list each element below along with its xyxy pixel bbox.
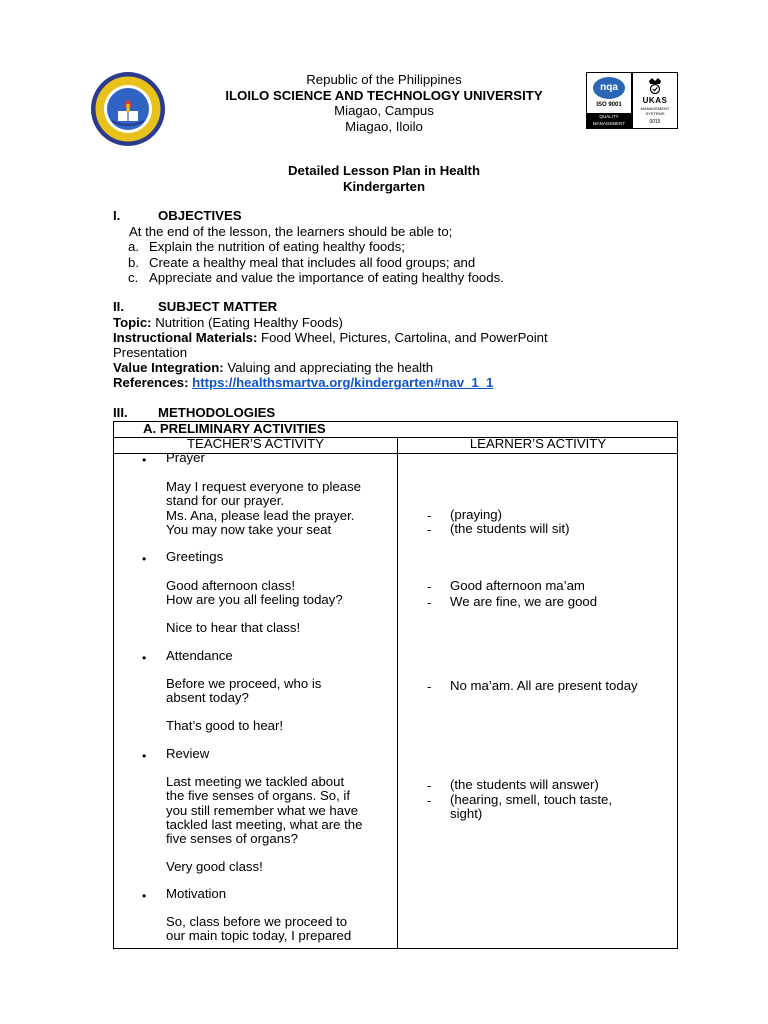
ukas-certification-logo (632, 72, 678, 129)
bullet-icon: • (142, 552, 147, 566)
teacher-review-line-6: Very good class! (166, 859, 263, 874)
dash-marker: - (427, 508, 432, 523)
materials-line (113, 330, 548, 345)
dash-marker: - (427, 522, 432, 537)
learner-column-header: LEARNER’S ACTIVITY (469, 436, 607, 451)
header-republic: Republic of the Philippines (306, 72, 462, 87)
header-campus: Miagao, Campus (334, 103, 434, 118)
materials-value-continued: Presentation (113, 345, 188, 360)
iso-label: ISO 9001 (596, 102, 622, 108)
teacher-motivation-line-1: So, class before we proceed to (166, 914, 348, 929)
teacher-prayer-line-4: You may now take your seat (166, 522, 332, 537)
teacher-motivation-line-2: our main topic today, I prepared (166, 928, 352, 943)
header-university-name: ILOILO SCIENCE AND TECHNOLOGY UNIVERSITY (225, 87, 543, 103)
learner-response-attendance: No ma’am. All are present today (450, 678, 638, 693)
learner-response-praying: (praying) (450, 507, 503, 522)
teacher-review-line-2: the five senses of organs. So, if (166, 788, 350, 803)
table-section-heading: A. PRELIMINARY ACTIVITIES (143, 421, 326, 436)
teacher-greetings-line-2: How are you all feeling today? (166, 592, 343, 607)
methodologies-heading: METHODOLOGIES (158, 405, 276, 420)
teacher-prayer-line-2: stand for our prayer. (166, 493, 285, 508)
dash-marker: - (427, 778, 432, 793)
value-integration-line (113, 360, 433, 375)
teacher-prayer-line-1: May I request everyone to please (166, 479, 361, 494)
preliminary-activities-table (113, 421, 678, 949)
teacher-column-header: TEACHER’S ACTIVITY (186, 436, 325, 451)
teacher-greetings-line-1: Good afternoon class! (166, 578, 296, 593)
teacher-prayer-heading: Prayer (166, 450, 205, 465)
subject-heading: SUBJECT MATTER (158, 299, 278, 314)
management-systems-label: MANAGEMENT SYSTEMS (640, 106, 670, 116)
learner-response-senses-1: (hearing, smell, touch taste, (450, 792, 612, 807)
bullet-icon: • (142, 651, 147, 665)
nqa-badge: nqa (593, 77, 625, 99)
dash-marker: - (427, 793, 432, 808)
learner-response-senses-2: sight) (450, 806, 483, 821)
objective-b-text: Create a healthy meal that includes all food groups; and (149, 255, 476, 270)
teacher-review-line-1: Last meeting we tackled about (166, 774, 345, 789)
teacher-review-line-3: you still remember what we have (166, 803, 359, 818)
learner-response-feeling: We are fine, we are good (450, 594, 598, 609)
objectives-number: I. (113, 208, 121, 223)
teacher-greetings-line-3: Nice to hear that class! (166, 620, 301, 635)
column-divider (397, 437, 398, 948)
dash-marker: - (427, 595, 432, 610)
objective-a-label: a. (128, 239, 139, 254)
value-integration-label: Value Integration: (113, 360, 224, 375)
references-link[interactable]: https://healthsmartva.org/kindergarten#nav_1_1 (192, 375, 494, 390)
references-label: References: (113, 375, 189, 390)
university-seal-logo (90, 71, 166, 147)
learner-response-answer: (the students will answer) (450, 777, 599, 792)
learner-response-greeting: Good afternoon ma’am (450, 578, 585, 593)
ukas-label: UKAS (642, 96, 668, 105)
dash-marker: - (427, 579, 432, 594)
teacher-motivation-heading: Motivation (166, 886, 227, 901)
nqa-iso-certification-logo (586, 72, 632, 129)
topic-line (113, 315, 343, 330)
crown-check-icon (646, 76, 664, 94)
objectives-intro: At the end of the lesson, the learners should be able to; (129, 224, 453, 239)
value-integration-value: Valuing and appreciating the health (227, 360, 434, 375)
materials-value: Food Wheel, Pictures, Cartolina, and PowerPoint (261, 330, 548, 345)
subject-number: II. (113, 299, 124, 314)
bullet-icon: • (142, 749, 147, 763)
ukas-code: 0015 (649, 119, 661, 125)
topic-label: Topic: (113, 315, 152, 330)
lesson-plan-title: Detailed Lesson Plan in Health (288, 163, 480, 178)
bullet-icon: • (142, 453, 147, 467)
header-location: Miagao, Iloilo (345, 118, 423, 134)
objective-a-text: Explain the nutrition of eating healthy foods; (149, 239, 405, 254)
bullet-icon: • (142, 889, 147, 903)
teacher-greetings-heading: Greetings (166, 549, 224, 564)
teacher-attendance-line-1: Before we proceed, who is (166, 676, 322, 691)
objective-c-text: Appreciate and value the importance of eating healthy foods. (149, 270, 504, 285)
topic-value: Nutrition (Eating Healthy Foods) (155, 315, 343, 330)
objectives-heading: OBJECTIVES (158, 208, 242, 223)
teacher-attendance-heading: Attendance (166, 648, 233, 663)
teacher-prayer-line-3: Ms. Ana, please lead the prayer. (166, 508, 355, 523)
dash-marker: - (427, 679, 432, 694)
teacher-review-line-5: five senses of organs? (166, 831, 298, 846)
lesson-plan-grade: Kindergarten (342, 178, 426, 194)
objective-b-label: b. (128, 255, 139, 270)
teacher-review-line-4: tackled last meeting, what are the (166, 817, 363, 832)
references-line (113, 375, 493, 390)
materials-label: Instructional Materials: (113, 330, 258, 345)
teacher-attendance-line-2: absent today? (166, 690, 249, 705)
learner-response-sit: (the students will sit) (450, 521, 570, 536)
teacher-attendance-line-3: That’s good to hear! (166, 718, 284, 733)
objective-c-label: c. (128, 270, 139, 285)
quality-management-label: QUALITY MANAGEMENT (587, 113, 631, 128)
teacher-review-heading: Review (166, 746, 210, 761)
methodologies-number: III. (113, 405, 128, 420)
